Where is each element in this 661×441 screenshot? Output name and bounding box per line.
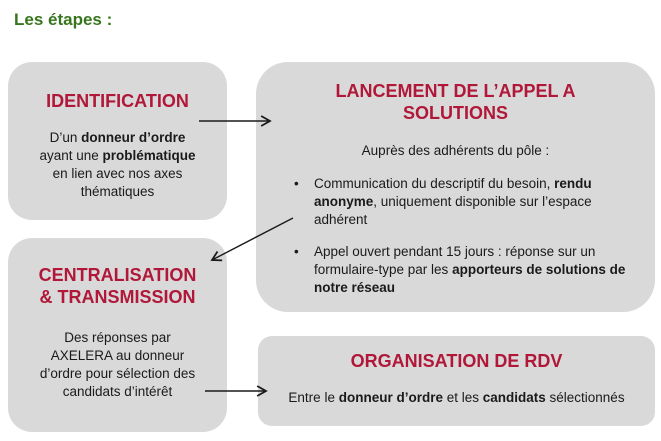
box-centralisation-transmission — [8, 238, 227, 432]
organisation-heading: ORGANISATION DE RDV — [350, 351, 563, 371]
text-segment-bold: candidats — [482, 390, 546, 405]
organisation-body — [258, 389, 655, 407]
text-segment-bold: donneur d’ordre — [81, 130, 186, 145]
lancement-heading — [280, 80, 631, 124]
bullet-marker: • — [294, 176, 299, 191]
centralisation-heading — [8, 264, 227, 308]
text-segment-bold: donneur d’ordre — [338, 390, 443, 405]
text-segment: AXELERA au donneur — [50, 348, 185, 363]
text-segment: Appel ouvert pendant 15 jours : réponse sur un formulaire-type par les — [314, 244, 596, 277]
bullet-item — [294, 175, 631, 229]
text-segment: en lien avec nos axes — [52, 166, 183, 181]
text-segment: SOLUTIONS — [402, 103, 508, 123]
box-organisation-rdv — [258, 336, 655, 426]
text-segment: candidats d’intérêt — [62, 384, 173, 399]
box-lancement-appel-solutions — [256, 62, 655, 312]
page-title: Les étapes : — [14, 10, 113, 29]
text-segment: LANCEMENT DE L’APPEL A — [335, 81, 576, 101]
box-identification — [8, 62, 227, 220]
text-segment-bold: rendu anonyme — [314, 176, 592, 209]
text-segment-bold: problématique — [102, 148, 196, 163]
text-segment: Entre le — [288, 390, 339, 405]
text-segment: Communication du descriptif du besoin, — [314, 176, 555, 191]
text-segment: CENTRALISATION — [38, 265, 197, 285]
lancement-bullet-list — [280, 175, 631, 297]
text-segment: Des réponses par — [64, 330, 171, 345]
centralisation-body — [8, 329, 227, 401]
text-segment: thématiques — [80, 184, 155, 199]
text-segment: ayant une — [39, 148, 103, 163]
identification-body — [8, 129, 227, 201]
identification-heading: IDENTIFICATION — [46, 91, 189, 111]
bullet-text — [314, 243, 631, 297]
text-segment: & TRANSMISSION — [39, 287, 196, 307]
text-segment: , uniquement disponible sur l’espace adhérent — [314, 194, 592, 227]
text-segment: sélectionnés — [545, 390, 625, 405]
bullet-text — [314, 175, 631, 229]
bullet-marker: • — [294, 244, 299, 259]
text-segment: d’ordre pour sélection des — [39, 366, 196, 381]
text-segment: et les — [442, 390, 483, 405]
bullet-item — [294, 243, 631, 297]
text-segment-bold: apporteurs de solutions de notre réseau — [314, 262, 626, 295]
text-segment: D’un — [49, 130, 82, 145]
lancement-intro: Auprès des adhérents du pôle : — [361, 143, 550, 158]
